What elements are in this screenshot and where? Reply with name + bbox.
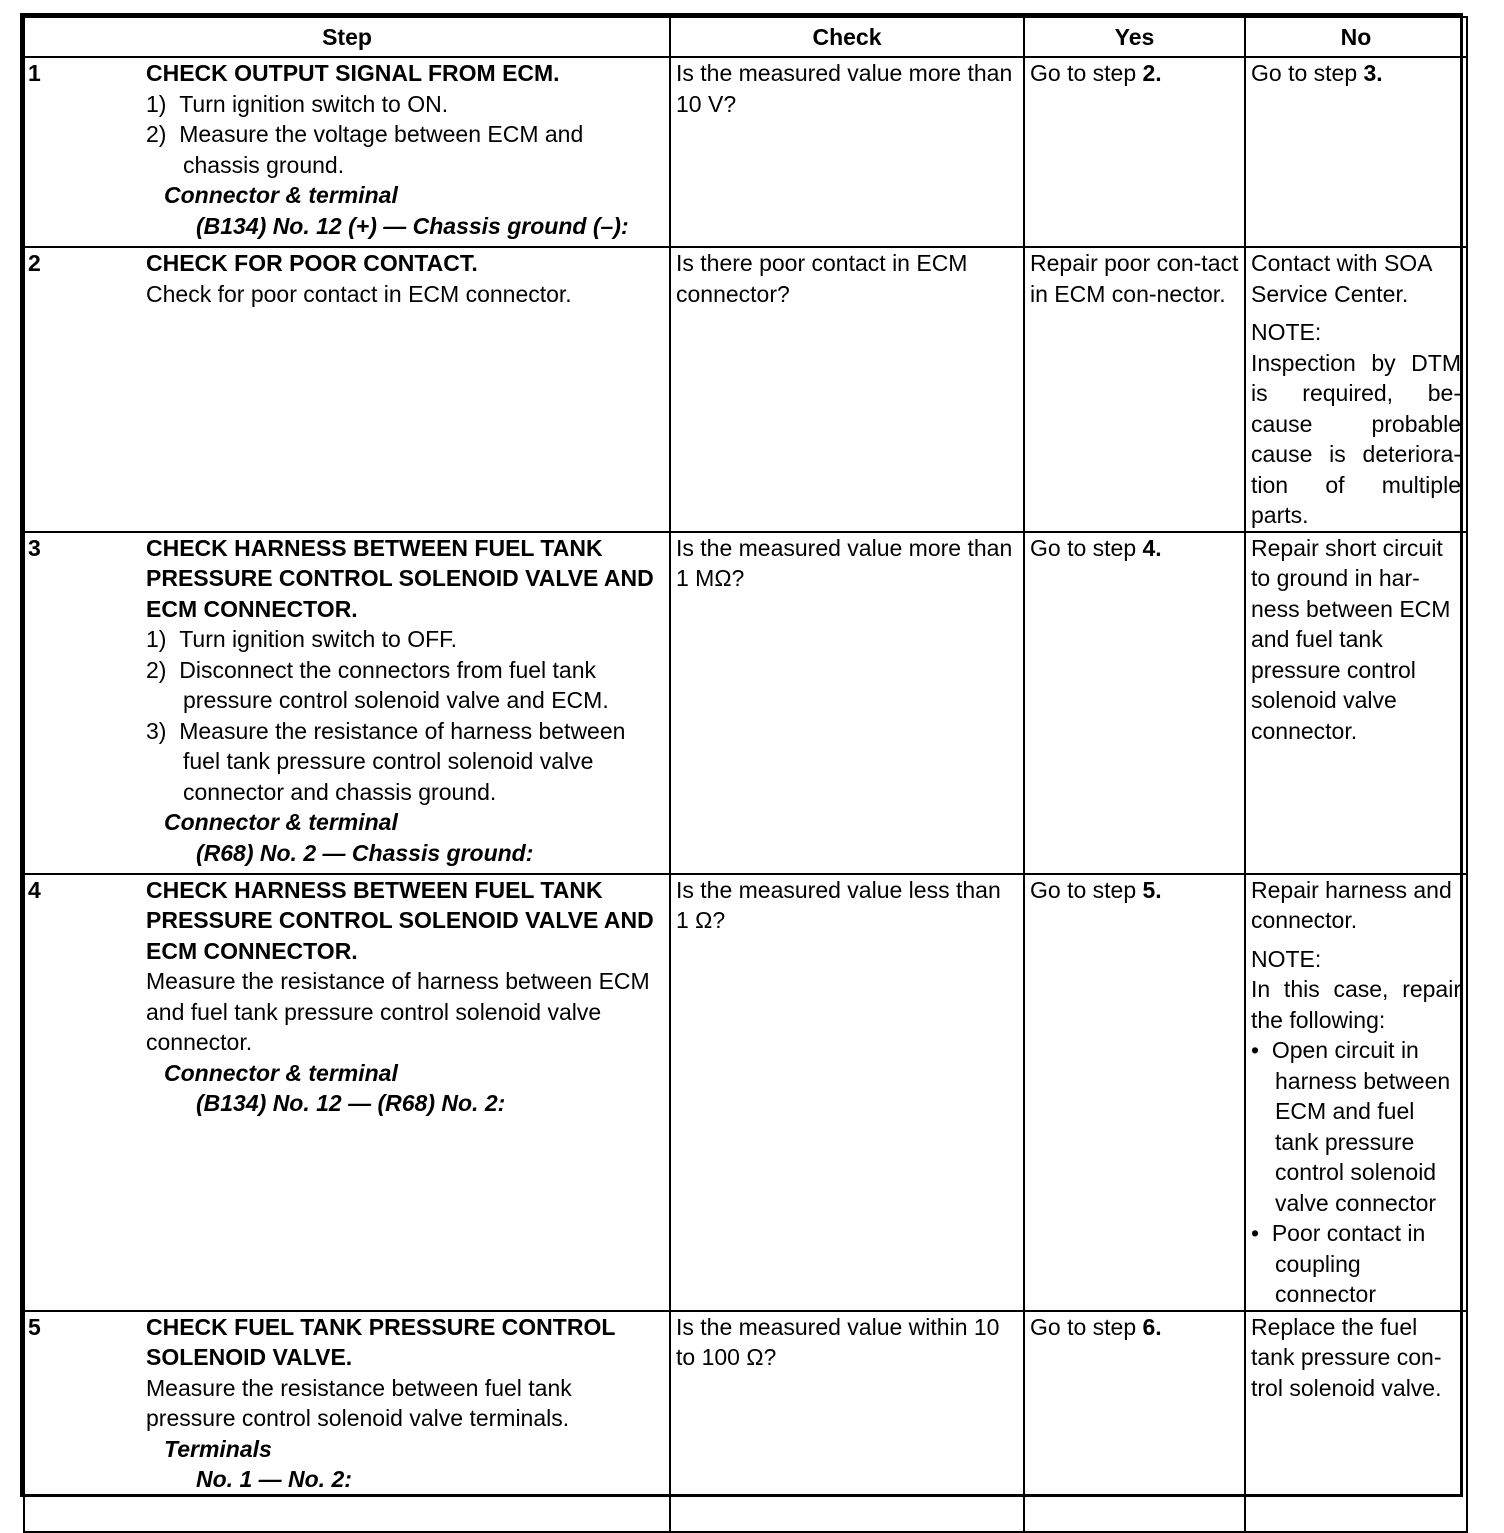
no-step-link: 3. — [1363, 60, 1383, 86]
no-prefix: Go to step — [1251, 60, 1364, 86]
step-title: CHECK FUEL TANK PRESSURE CONTROL SOLENOID VALVE. — [146, 1313, 615, 1370]
connector-value: (B134) No. 12 — (R68) No. 2: — [196, 1090, 506, 1116]
step-number: 5 — [28, 1313, 41, 1340]
header-check: Check — [670, 17, 1024, 57]
step-title: CHECK OUTPUT SIGNAL FROM ECM. — [146, 60, 560, 86]
yes-prefix: Go to step — [1030, 876, 1143, 903]
bullet-item: • Open circuit in harness between ECM and fuel tank pressure control solenoid valve connector — [1251, 1037, 1451, 1216]
no-cell — [1245, 874, 1467, 1311]
no-text: Contact with SOA Service Center. — [1251, 250, 1432, 307]
check-cell: Is there poor contact in ECM connector? — [670, 247, 1024, 532]
yes-prefix: Go to step — [1030, 1313, 1143, 1340]
step-text: Check for poor contact in ECM connector. — [146, 280, 572, 307]
yes-step-link: 2. — [1142, 60, 1162, 86]
yes-prefix: Go to step — [1030, 534, 1143, 561]
yes-cell — [1024, 874, 1245, 1311]
table-row — [24, 247, 1467, 532]
note-label: NOTE: — [1251, 945, 1322, 972]
no-text: Repair harness and connector. — [1251, 876, 1452, 933]
step-cell — [24, 874, 670, 1311]
connector-label: Connector & terminal — [164, 1059, 398, 1086]
diagnostic-table-sheet — [20, 13, 1463, 1497]
diagnostic-table — [23, 16, 1468, 1533]
step-title: CHECK FOR POOR CONTACT. — [146, 250, 478, 276]
table-row — [24, 532, 1467, 874]
no-cell: Replace the fuel tank pressure con-trol solenoid valve. — [1245, 1311, 1467, 1532]
step-number: 4 — [28, 876, 41, 903]
step-cell — [24, 1311, 670, 1532]
step-cell — [24, 57, 670, 247]
no-cell — [1245, 57, 1467, 247]
connector-label: Connector & terminal — [164, 809, 398, 835]
step-number: 1 — [28, 60, 41, 86]
yes-cell — [1024, 1311, 1245, 1532]
header-yes: Yes — [1024, 17, 1245, 57]
substep: 2) Measure the voltage between ECM and chassis ground. — [146, 121, 584, 178]
note-label: NOTE: — [1251, 319, 1322, 345]
terminals-label: Terminals — [164, 1435, 272, 1462]
substep: 2) Disconnect the connectors from fuel tank pressure control solenoid valve and ECM. — [146, 656, 609, 713]
no-cell — [1245, 247, 1467, 532]
step-title: CHECK HARNESS BETWEEN FUEL TANK PRESSURE CONTROL SOLENOID VALVE AND ECM CONNECTOR. — [146, 534, 654, 622]
note-text: Inspection by DTM is required, be-cause probable cause is deteriora-tion of multiple parts. — [1251, 349, 1461, 528]
step-title: CHECK HARNESS BETWEEN FUEL TANK PRESSURE CONTROL SOLENOID VALVE AND ECM CONNECTOR. — [146, 876, 654, 964]
connector-value: (B134) No. 12 (+) — Chassis ground (–): — [196, 212, 629, 239]
yes-step-link: 5. — [1142, 876, 1162, 903]
check-cell: Is the measured value more than 1 MΩ? — [670, 532, 1024, 874]
step-text: Measure the resistance of harness between ECM and fuel tank pressure control solenoid valve connector. — [146, 968, 650, 1055]
note-text: In this case, repair the following: — [1251, 976, 1461, 1033]
table-row — [24, 874, 1467, 1311]
substep: 1) Turn ignition switch to OFF. — [146, 626, 458, 652]
no-cell: Repair short circuit to ground in har-ness between ECM and fuel tank pressure control solenoid valve connector. — [1245, 532, 1467, 874]
substep-list — [146, 624, 663, 807]
yes-cell: Repair poor con-tact in ECM con-nector. — [1024, 247, 1245, 532]
substep-list — [146, 89, 663, 181]
step-cell — [24, 247, 670, 532]
step-number: 3 — [28, 534, 41, 561]
yes-step-link: 4. — [1142, 534, 1162, 561]
step-cell — [24, 532, 670, 874]
substep: 3) Measure the resistance of harness between fuel tank pressure control solenoid valve connector and chassis ground. — [146, 717, 626, 805]
step-text: Measure the resistance between fuel tank pressure control solenoid valve terminals. — [146, 1374, 572, 1431]
table-row — [24, 57, 1467, 247]
yes-prefix: Go to step — [1030, 60, 1143, 86]
header-row — [24, 17, 1467, 57]
check-cell: Is the measured value less than 1 Ω? — [670, 874, 1024, 1311]
check-cell: Is the measured value more than 10 V? — [670, 57, 1024, 247]
connector-label: Connector & terminal — [164, 182, 398, 208]
check-cell: Is the measured value within 10 to 100 Ω? — [670, 1311, 1024, 1532]
step-number: 2 — [28, 250, 41, 276]
table-row — [24, 1311, 1467, 1532]
header-no: No — [1245, 17, 1467, 57]
terminals-value: No. 1 — No. 2: — [196, 1466, 352, 1492]
header-step: Step — [24, 17, 670, 57]
connector-value: (R68) No. 2 — Chassis ground: — [196, 839, 534, 866]
bullet-item: • Poor contact in coupling connector — [1251, 1220, 1426, 1307]
yes-cell — [1024, 532, 1245, 874]
yes-cell — [1024, 57, 1245, 247]
yes-step-link: 6. — [1142, 1313, 1162, 1340]
substep: 1) Turn ignition switch to ON. — [146, 90, 449, 117]
